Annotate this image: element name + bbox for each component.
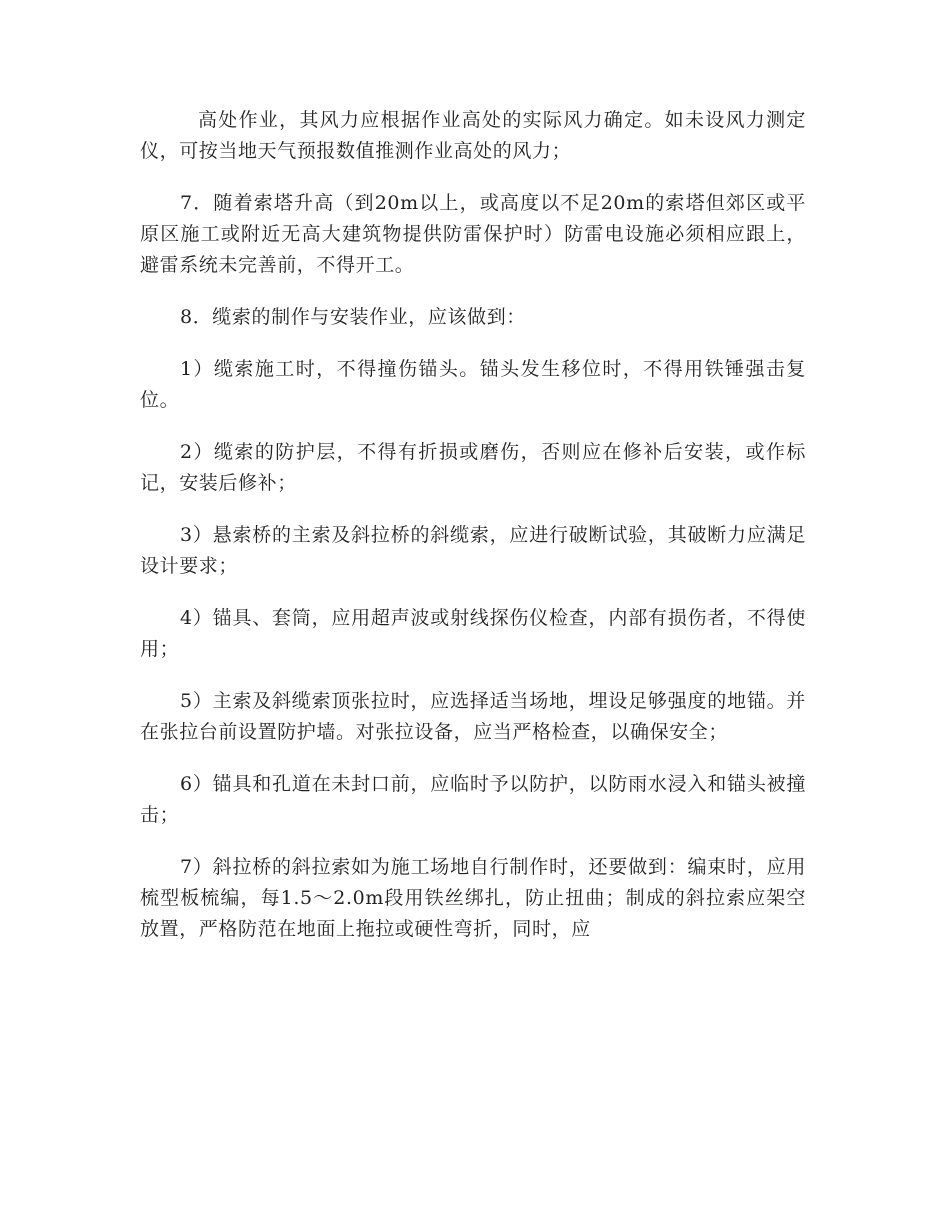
paragraph-subitem-6: 6）锚具和孔道在未封口前，应临时予以防护，以防雨水浸入和锚头被撞击；	[140, 773, 806, 826]
paragraph-subitem-3: 3）悬索桥的主索及斜拉桥的斜缆索，应进行破断试验，其破断力应满足设计要求；	[140, 524, 806, 577]
paragraph-item-8-cable: 8．缆索的制作与安装作业，应该做到：	[180, 306, 526, 328]
document-body	[140, 105, 806, 966]
paragraph-wind-force: 高处作业，其风力应根据作业高处的实际风力确定。如未设风力测定仪，可按当地天气预报数值推测作业高处的风力；	[140, 109, 806, 162]
paragraph-subitem-7: 7）斜拉桥的斜拉索如为施工场地自行制作时，还要做到：编束时，应用梳型板梳编，每1.5～2.0m段用铁丝绑扎，防止扭曲；制成的斜拉索应架空放置，严格防范在地面上拖拉或硬性弯折，同时，应	[140, 856, 806, 940]
paragraph-subitem-2: 2）缆索的防护层，不得有折损或磨伤，否则应在修补后安装，或作标记，安装后修补；	[140, 441, 806, 494]
paragraph-item-7-lightning: 7．随着索塔升高（到20m以上，或高度以不足20m的索塔但郊区或平原区施工或附近无高大建筑物提供防雷保护时）防雷电设施必须相应跟上，避雷系统未完善前，不得开工。	[140, 192, 806, 276]
paragraph-subitem-1: 1）缆索施工时，不得撞伤锚头。锚头发生移位时，不得用铁锤强击复位。	[140, 358, 806, 411]
paragraph-subitem-5: 5）主索及斜缆索顶张拉时，应选择适当场地，埋设足够强度的地锚。并在张拉台前设置防护墙。对张拉设备，应当严格检查，以确保安全；	[140, 690, 806, 743]
paragraph-subitem-4: 4）锚具、套筒，应用超声波或射线探伤仪检查，内部有损伤者，不得使用；	[140, 607, 806, 660]
